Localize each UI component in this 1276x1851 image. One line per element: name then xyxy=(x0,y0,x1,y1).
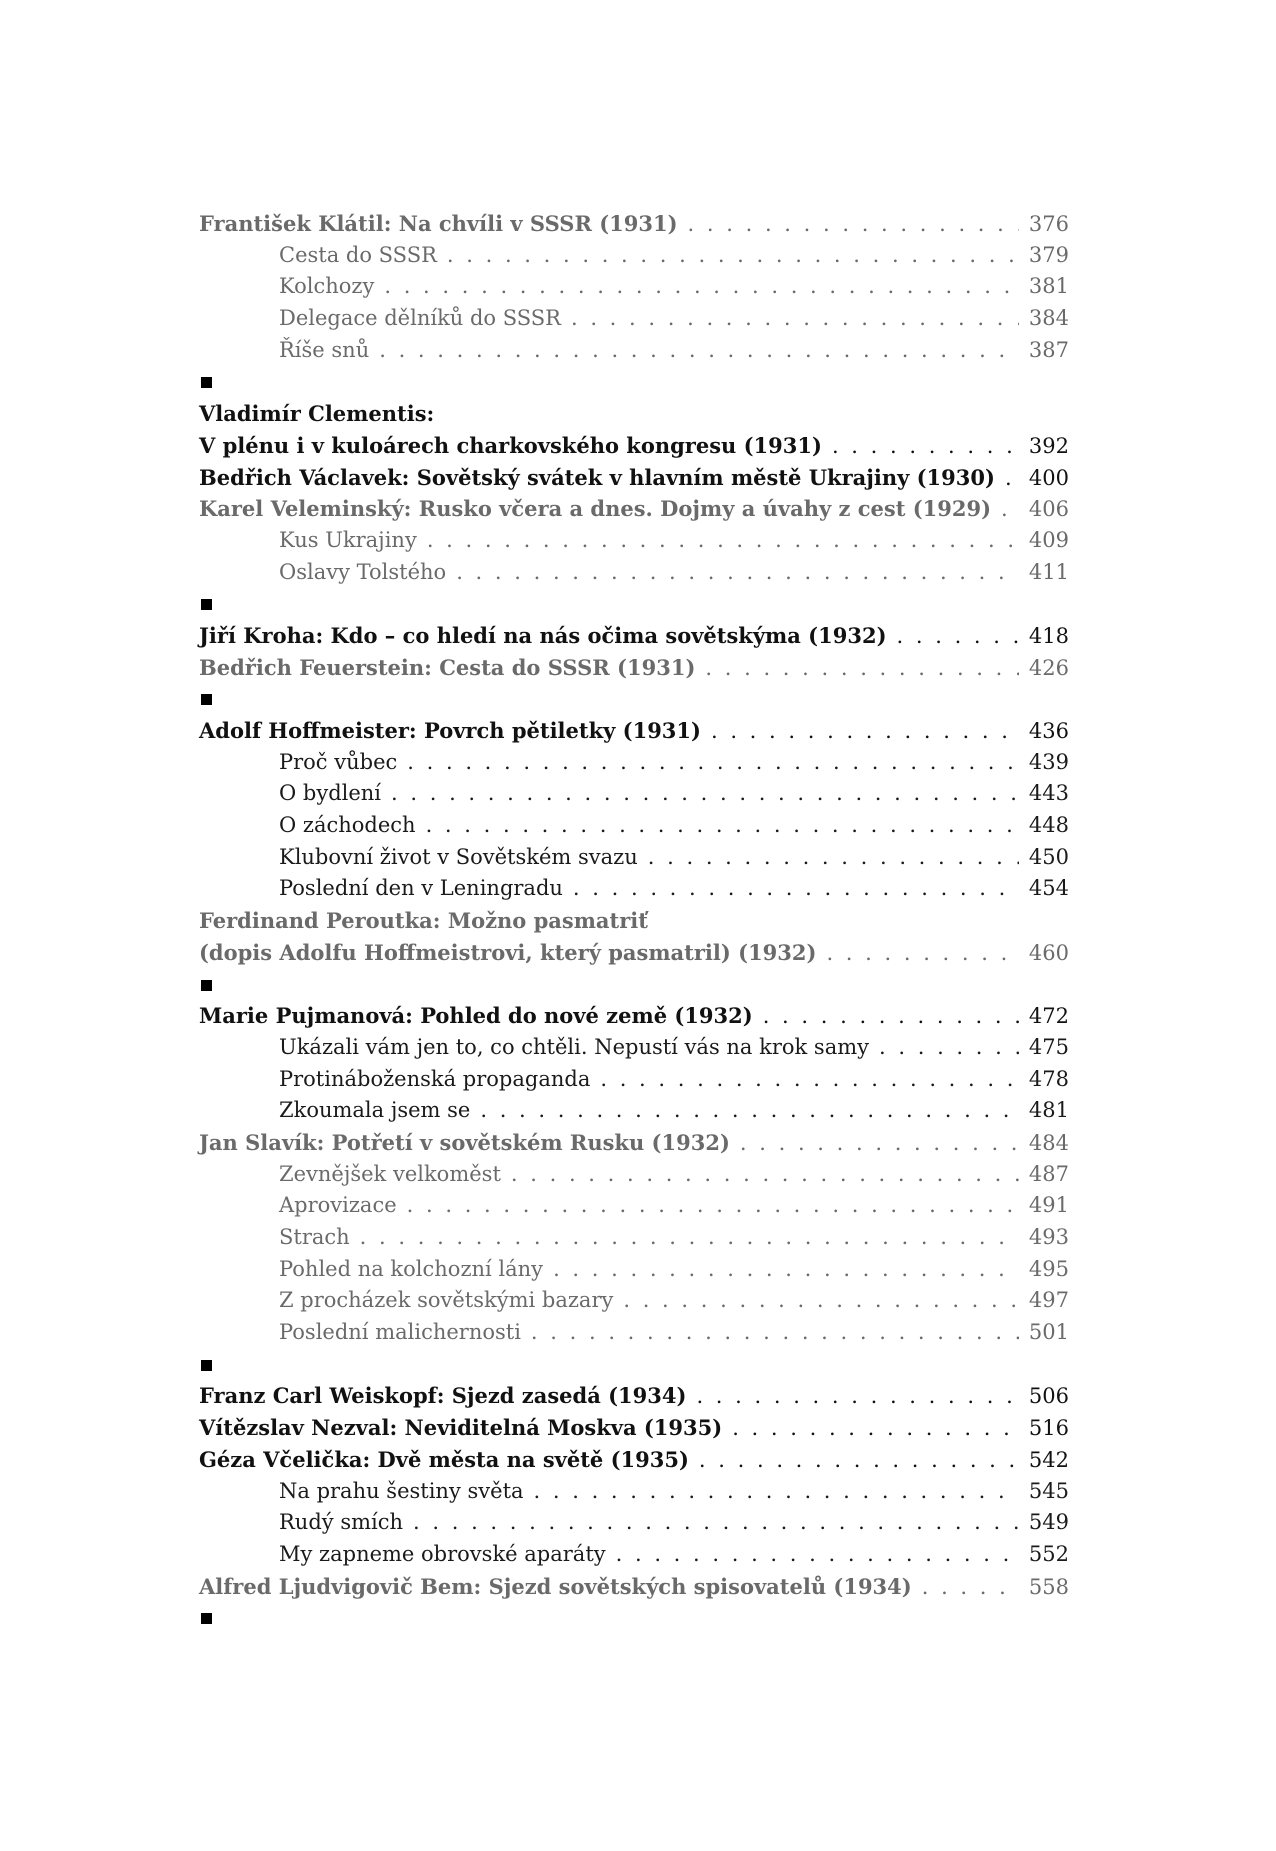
toc-entry xyxy=(199,1412,1069,1444)
toc-entry-title: Rudý smích xyxy=(279,1510,404,1535)
dot-leader xyxy=(480,1095,1019,1127)
toc-page-number: 379 xyxy=(1028,242,1069,267)
toc-page-number: 426 xyxy=(1028,655,1069,680)
toc-page-number: 506 xyxy=(1028,1384,1069,1409)
dot-leader xyxy=(648,842,1019,874)
toc-entry xyxy=(199,905,1069,937)
square-bullet-icon xyxy=(201,980,212,991)
toc-subentry xyxy=(199,810,1069,842)
toc-subentry xyxy=(199,303,1069,335)
toc-subentry xyxy=(199,842,1069,874)
toc-subentry xyxy=(199,525,1069,557)
toc-entry-title: Ukázali vám jen to, co chtěli. Nepustí vás na krok samy xyxy=(279,1034,870,1059)
dot-leader xyxy=(897,621,1019,653)
dot-leader xyxy=(456,557,1019,589)
toc-entry xyxy=(199,430,1069,462)
toc-entry xyxy=(199,620,1069,652)
toc-page-number: 409 xyxy=(1028,527,1069,552)
toc-page-number: 411 xyxy=(1028,559,1069,584)
toc-entry-title: Vítězslav Nezval: Neviditelná Moskva (1935) xyxy=(199,1415,723,1441)
toc-entry-title: Géza Včelička: Dvě města na světě (1935) xyxy=(199,1446,689,1472)
toc-entry xyxy=(199,652,1069,684)
toc-subentry xyxy=(199,1159,1069,1191)
toc-entry xyxy=(199,208,1069,240)
toc-entry-title: Jan Slavík: Potřetí v sovětském Rusku (1932) xyxy=(199,1129,730,1155)
toc-entry-title: Adolf Hoffmeister: Povrch pětiletky (1931) xyxy=(199,718,701,743)
section-separator xyxy=(199,366,1069,398)
toc-entry-title: Klubovní život v Sovětském svazu xyxy=(279,844,638,869)
toc-subentry xyxy=(199,1095,1069,1127)
toc-page-number: 497 xyxy=(1028,1288,1069,1313)
section-separator xyxy=(199,969,1069,1001)
dot-leader xyxy=(360,1222,1019,1254)
toc-entry-title: Oslavy Tolstého xyxy=(279,559,447,584)
toc-subentry xyxy=(199,1032,1069,1064)
section-separator xyxy=(199,1349,1069,1381)
toc-entry-title: Na prahu šestiny světa xyxy=(279,1478,524,1503)
dot-leader xyxy=(699,1445,1019,1477)
square-bullet-icon xyxy=(201,599,212,610)
section-separator xyxy=(199,588,1069,620)
toc-entry-title: Kolchozy xyxy=(279,274,375,299)
toc-page-number: 545 xyxy=(1028,1478,1069,1503)
dot-leader xyxy=(379,335,1019,367)
toc-page-number: 400 xyxy=(1028,465,1069,490)
section-separator xyxy=(199,1602,1069,1634)
square-bullet-icon xyxy=(201,1613,212,1624)
toc-page-number: 495 xyxy=(1028,1256,1069,1281)
toc-page-number: 481 xyxy=(1028,1098,1069,1123)
toc-entry-title: Delegace dělníků do SSSR xyxy=(279,306,561,331)
toc-page-number: 549 xyxy=(1028,1510,1069,1535)
toc-entry xyxy=(199,1000,1069,1032)
toc-subentry xyxy=(199,747,1069,779)
toc-subentry xyxy=(199,557,1069,589)
toc-entry xyxy=(199,462,1069,494)
toc-page-number: 558 xyxy=(1028,1574,1069,1599)
toc-entry-title: (dopis Adolfu Hoffmeistrovi, který pasmatril) (1932) xyxy=(199,939,817,965)
toc-entry-title: Proč vůbec xyxy=(279,749,398,774)
dot-leader xyxy=(740,1128,1019,1160)
dot-leader xyxy=(696,1381,1018,1413)
dot-leader xyxy=(553,1254,1019,1286)
dot-leader xyxy=(407,747,1019,779)
dot-leader xyxy=(427,525,1019,557)
toc-subentry xyxy=(199,1317,1069,1349)
toc-entry-title: František Klátil: Na chvíli v SSSR (1931) xyxy=(199,211,678,236)
toc-entry xyxy=(199,937,1069,969)
dot-leader xyxy=(1005,463,1019,495)
dot-leader xyxy=(413,1507,1019,1539)
toc-page-number: 516 xyxy=(1028,1416,1069,1441)
toc-entry-title: Z procházek sovětskými bazary xyxy=(279,1288,614,1313)
toc-entry xyxy=(199,493,1069,525)
toc-entry-title: O záchodech xyxy=(279,813,416,838)
toc-page-number: 478 xyxy=(1028,1066,1069,1091)
dot-leader xyxy=(732,1413,1019,1445)
toc-entry-title: Marie Pujmanová: Pohled do nové země (1932) xyxy=(199,1003,753,1029)
square-bullet-icon xyxy=(201,1360,212,1371)
toc-page-number: 406 xyxy=(1028,497,1069,522)
toc-entry-title: Poslední den v Leningradu xyxy=(279,876,563,901)
toc-entry-title: Ferdinand Peroutka: Možno pasmatriť xyxy=(199,908,648,934)
dot-leader xyxy=(384,271,1019,303)
dot-leader xyxy=(826,938,1018,970)
toc-page-number: 384 xyxy=(1028,306,1069,331)
toc-subentry xyxy=(199,240,1069,272)
dot-leader xyxy=(391,778,1019,810)
dot-leader xyxy=(705,653,1019,685)
toc-subentry xyxy=(199,1190,1069,1222)
toc-entry-title: Zevnějšek velkoměst xyxy=(279,1161,501,1186)
toc-page-number: 387 xyxy=(1028,337,1069,362)
toc-subentry xyxy=(199,335,1069,367)
toc-entry-title: Karel Veleminský: Rusko včera a dnes. Dojmy a úvahy z cest (1929) xyxy=(199,496,992,522)
toc-page-number: 450 xyxy=(1028,844,1069,869)
toc-entry-title: Zkoumala jsem se xyxy=(279,1098,471,1123)
dot-leader xyxy=(1001,494,1019,526)
dot-leader xyxy=(616,1539,1019,1571)
toc-entry-title: Jiří Kroha: Kdo – co hledí na nás očima sovětskýma (1932) xyxy=(199,622,887,648)
toc-page-number: 392 xyxy=(1028,433,1069,458)
toc-page-number: 552 xyxy=(1028,1541,1069,1566)
toc-subentry xyxy=(199,1539,1069,1571)
toc-page-number: 501 xyxy=(1028,1320,1069,1345)
toc-entry-title: Franz Carl Weiskopf: Sjezd zasedá (1934) xyxy=(199,1383,687,1409)
dot-leader xyxy=(711,716,1019,748)
section-separator xyxy=(199,683,1069,715)
dot-leader xyxy=(534,1476,1019,1508)
toc-entry xyxy=(199,715,1069,747)
toc-subentry xyxy=(199,1254,1069,1286)
toc-entry xyxy=(199,398,1069,430)
toc-entry-title: Vladimír Clementis: xyxy=(199,401,435,427)
toc-subentry xyxy=(199,1064,1069,1096)
toc-entry-title: Říše snů xyxy=(279,337,370,362)
dot-leader xyxy=(763,1001,1019,1033)
toc-entry-title: Bedřich Feuerstein: Cesta do SSSR (1931) xyxy=(199,654,696,680)
toc-entry xyxy=(199,1444,1069,1476)
toc-page-number: 484 xyxy=(1028,1130,1069,1155)
toc-page-number: 472 xyxy=(1028,1004,1069,1029)
toc-entry-title: Kus Ukrajiny xyxy=(279,527,417,552)
toc-entry-title: Cesta do SSSR xyxy=(279,242,437,267)
toc-page-number: 439 xyxy=(1028,749,1069,774)
toc-subentry xyxy=(199,1285,1069,1317)
dot-leader xyxy=(407,1190,1019,1222)
dot-leader xyxy=(688,209,1019,241)
toc-entry xyxy=(199,1571,1069,1603)
toc-entry-title: Pohled na kolchozní lány xyxy=(279,1256,544,1281)
toc-page-number: 436 xyxy=(1028,719,1069,743)
toc-entry-title: V plénu i v kuloárech charkovského kongresu (1931) xyxy=(199,432,822,458)
table-of-contents xyxy=(199,208,1069,1634)
toc-entry-title: My zapneme obrovské aparáty xyxy=(279,1541,606,1566)
toc-entry xyxy=(199,1127,1069,1159)
toc-entry xyxy=(199,1380,1069,1412)
dot-leader xyxy=(531,1317,1019,1349)
toc-subentry xyxy=(199,271,1069,303)
dot-leader xyxy=(573,873,1019,905)
toc-entry-title: Strach xyxy=(279,1225,350,1249)
toc-page-number: 448 xyxy=(1028,813,1069,838)
dot-leader xyxy=(426,810,1019,842)
dot-leader xyxy=(447,240,1019,272)
toc-page-number: 376 xyxy=(1028,212,1069,236)
toc-page-number: 381 xyxy=(1028,274,1069,299)
toc-page-number: 542 xyxy=(1028,1447,1069,1472)
toc-page-number: 491 xyxy=(1028,1193,1069,1218)
toc-page-number: 418 xyxy=(1028,623,1069,648)
dot-leader xyxy=(511,1159,1019,1191)
toc-entry-title: O bydlení xyxy=(279,781,382,806)
toc-entry-title: Alfred Ljudvigovič Bem: Sjezd sovětských spisovatelů (1934) xyxy=(199,1573,912,1599)
square-bullet-icon xyxy=(201,377,212,388)
toc-entry-title: Protináboženská propaganda xyxy=(279,1066,591,1091)
square-bullet-icon xyxy=(201,694,212,705)
toc-subentry xyxy=(199,778,1069,810)
toc-page-number: 487 xyxy=(1028,1161,1069,1186)
dot-leader xyxy=(571,303,1019,335)
toc-page-number: 460 xyxy=(1028,940,1069,965)
toc-subentry xyxy=(199,1222,1069,1254)
dot-leader xyxy=(922,1572,1019,1604)
toc-page-number: 443 xyxy=(1028,781,1069,806)
toc-subentry xyxy=(199,1507,1069,1539)
toc-entry-title: Bedřich Václavek: Sovětský svátek v hlavním městě Ukrajiny (1930) xyxy=(199,464,995,490)
toc-page-number: 454 xyxy=(1028,876,1069,901)
toc-subentry xyxy=(199,873,1069,905)
toc-page-number: 493 xyxy=(1028,1225,1069,1249)
toc-entry-title: Aprovizace xyxy=(279,1193,397,1218)
dot-leader xyxy=(879,1032,1019,1064)
toc-subentry xyxy=(199,1476,1069,1508)
toc-entry-title: Poslední malichernosti xyxy=(279,1320,521,1345)
toc-page-number: 475 xyxy=(1028,1034,1069,1059)
dot-leader xyxy=(600,1064,1019,1096)
dot-leader xyxy=(832,431,1019,463)
dot-leader xyxy=(623,1285,1019,1317)
